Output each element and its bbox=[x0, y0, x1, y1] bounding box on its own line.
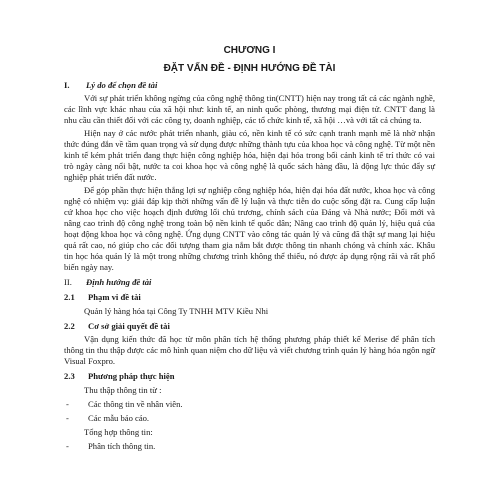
chapter-title: CHƯƠNG I bbox=[223, 45, 276, 56]
subsection-title: Phạm vi đề tài bbox=[88, 292, 141, 302]
dash-bullet: - bbox=[66, 399, 69, 409]
section-2-heading bbox=[64, 277, 435, 288]
subsection-2-1-heading bbox=[64, 292, 435, 303]
subsection-text: Quản lý hàng hóa tại Công Ty TNHH MTV Kiều Nhi bbox=[84, 306, 269, 316]
section-number: I. bbox=[64, 80, 70, 90]
subsection-number: 2.2 bbox=[64, 321, 75, 331]
paragraph: Để góp phần thực hiện thắng lợi sự nghiệp công nghiệp hóa, hiện đại hóa đất nước, khoa học và công nghệ có nhiệm vụ: giải đáp kịp thời những vấn đề lý luận và thực tiễn do cuộc sống đặt ra. Cung cấp luận cứ khoa học cho việc hoạch định đường lối chủ trương, chính sách của Đảng và Nhà nước; Đổi mới và nâng cao trình độ công nghệ trong toàn bộ nền kinh tế quốc dân; Nâng cao trình độ quản lý, hiệu quả của hoạt động khoa học và công nghệ. Ứng dụng CNTT vào công tác quản lý và cũng đã thật sự mang lại hiệu quả rất cao, nó giúp cho các đối tượng tham gia nắm bắt được thông tin nhanh chóng và chính xác. Khâu tin học hóa quản lý là một trong những chương trình không thể thiếu, nó được áp dụng rộng rãi và rất phổ biến ngày nay. bbox=[64, 185, 435, 272]
section-title: Lý do để chọn đề tài bbox=[86, 80, 158, 90]
list-item bbox=[64, 413, 435, 424]
synth-label: Tổng hợp thông tin: bbox=[84, 427, 153, 437]
subsection-2-2-heading bbox=[64, 321, 435, 332]
list-item bbox=[64, 399, 435, 410]
section-title: Định hướng đề tài bbox=[86, 277, 152, 287]
paragraph: Với sự phát triển không ngừng của công nghệ thông tin(CNTT) hiện nay trong tất cả các ngành nghề, các lĩnh vực khác nhau của xã hội như: kinh tế, an ninh quốc phòng, thương mại điện tử. CNTT đang là nhu cầu cần thiết đối với các công ty, doanh nghiệp, các tổ chức kinh tế, xã hội …và với tất cả chúng ta. bbox=[64, 93, 435, 125]
dash-bullet: - bbox=[66, 413, 69, 423]
paragraph: Hiện nay ở các nước phát triển nhanh, giàu có, nền kinh tế có sức cạnh tranh mạnh mẽ là nhờ nhận thức đúng đắn về tầm quan trọng và sử dụng được những thành tựu của khoa học và công nghệ. Từ một nền kinh tế kém phát triển đang thực hiện công nghiệp hóa, hiện đại hóa trong bối cảnh kinh tế trí thức có vai trò ngày càng nổi bật, nước ta coi khoa học và công nghệ là quốc sách hàng đầu, là động lực thúc đẩy sự nghiệp phát triển đất nước. bbox=[64, 128, 435, 182]
list-item-text: Phân tích thông tin. bbox=[88, 441, 156, 451]
list-item-text: Các mẫu báo cáo. bbox=[88, 413, 150, 423]
chapter-subtitle: ĐẶT VẤN ĐỀ - ĐỊNH HƯỚNG ĐỀ TÀI bbox=[163, 63, 336, 74]
collect-label: Thu thập thông tin từ : bbox=[84, 385, 162, 395]
subsection-title: Cơ sở giải quyết đề tài bbox=[88, 321, 170, 331]
subsection-2-3-heading bbox=[64, 371, 435, 382]
subsection-number: 2.3 bbox=[64, 371, 75, 381]
subsection-title: Phương pháp thực hiện bbox=[88, 371, 175, 381]
subsection-number: 2.1 bbox=[64, 292, 75, 302]
list-item bbox=[64, 441, 435, 452]
dash-bullet: - bbox=[66, 441, 69, 451]
section-1-heading bbox=[64, 80, 435, 91]
subsection-text: Vận dụng kiến thức đã học từ môn phân tích hệ thống phương pháp thiết kế Merise để phân tích thông tin thu thập được các mô hình quan niệm cho dữ liệu và viết chương trình quản lý hàng hóa ngôn ngữ Visual Foxpro. bbox=[64, 334, 435, 366]
list-item-text: Các thông tin về nhân viên. bbox=[88, 399, 183, 409]
section-number: II. bbox=[64, 277, 72, 287]
